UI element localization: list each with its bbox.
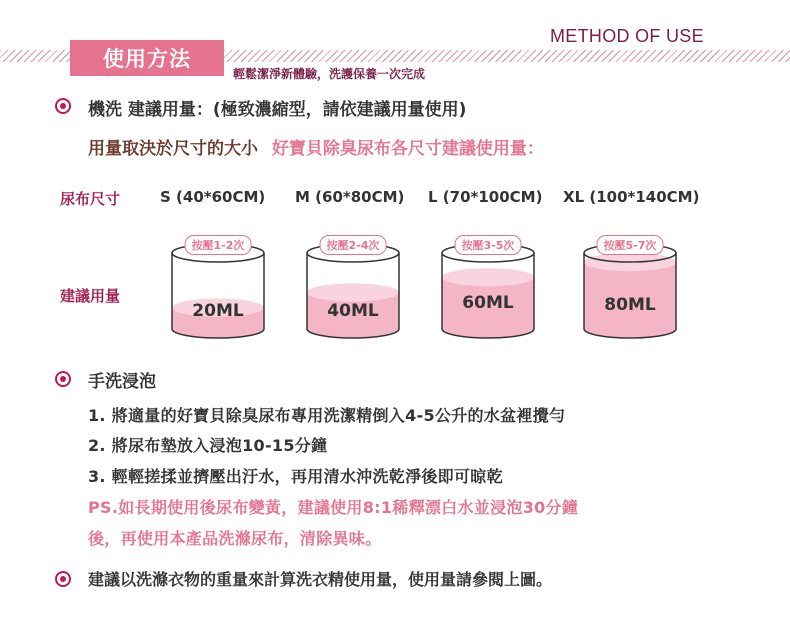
size-l: L (70*100CM) — [428, 188, 543, 206]
size-label: 尿布尺寸 — [60, 190, 121, 208]
ps-note-line-1: PS.如長期使用後尿布變黃，建議使用8:1稀釋漂白水並浸泡30分鐘 — [88, 498, 579, 517]
footer-note: 建議以洗滌衣物的重量來計算洗衣精使用量，使用量請參閱上圖。 — [88, 570, 553, 589]
machine-wash-note — [88, 134, 544, 159]
header-hatch-right — [224, 50, 790, 62]
page-subtitle: 輕鬆潔淨新體驗，洗護保養一次完成 — [233, 67, 426, 81]
header-hatch-left — [0, 50, 70, 62]
page-title: 使用方法 — [70, 40, 224, 76]
hand-wash-heading: 手洗浸泡 — [88, 372, 156, 392]
bullet-icon — [55, 371, 71, 387]
jar-graphic — [305, 243, 401, 339]
jar-graphic — [440, 243, 536, 339]
dosage-jar — [582, 239, 678, 339]
volume-label: 20ML — [192, 301, 244, 321]
ps-note-line-2: 後，再使用本產品洗滌尿布，清除異味。 — [88, 529, 382, 548]
hand-wash-step-2: 2. 將尿布墊放入浸泡10-15分鐘 — [88, 436, 328, 455]
note-size-dependent: 用量取決於尺寸的大小 — [88, 139, 258, 159]
dosage-jar — [440, 239, 536, 339]
size-s: S (40*60CM) — [160, 188, 266, 206]
press-count-badge: 按壓1-2次 — [185, 235, 252, 255]
volume-label: 80ML — [604, 295, 656, 315]
size-m: M (60*80CM) — [295, 188, 405, 206]
bullet-icon — [55, 98, 71, 114]
method-of-use-title: METHOD OF USE — [550, 26, 704, 46]
dosage-label: 建議用量 — [60, 287, 121, 305]
jar-graphic — [170, 243, 266, 339]
press-count-badge: 按壓5-7次 — [597, 235, 664, 255]
volume-label: 60ML — [462, 293, 514, 313]
volume-label: 40ML — [327, 301, 379, 321]
machine-wash-heading: 機洗 建議用量：(極致濃縮型，請依建議用量使用) — [88, 100, 467, 120]
jar-graphic — [582, 243, 678, 339]
note-size-recommendation: 好寶貝除臭尿布各尺寸建議使用量： — [271, 139, 544, 159]
hand-wash-step-3: 3. 輕輕搓揉並擠壓出汙水，再用清水沖洗乾淨後即可晾乾 — [88, 467, 503, 486]
bullet-icon — [55, 571, 71, 587]
liquid-surface — [442, 268, 534, 286]
liquid-surface — [307, 284, 399, 302]
size-xl: XL (100*140CM) — [563, 188, 700, 206]
dosage-jar — [170, 239, 266, 339]
hand-wash-step-1: 1. 將適量的好寶貝除臭尿布專用洗潔精倒入4-5公升的水盆裡攪勻 — [88, 406, 566, 425]
press-count-badge: 按壓2-4次 — [320, 235, 387, 255]
press-count-badge: 按壓3-5次 — [455, 235, 522, 255]
dosage-jar — [305, 239, 401, 339]
